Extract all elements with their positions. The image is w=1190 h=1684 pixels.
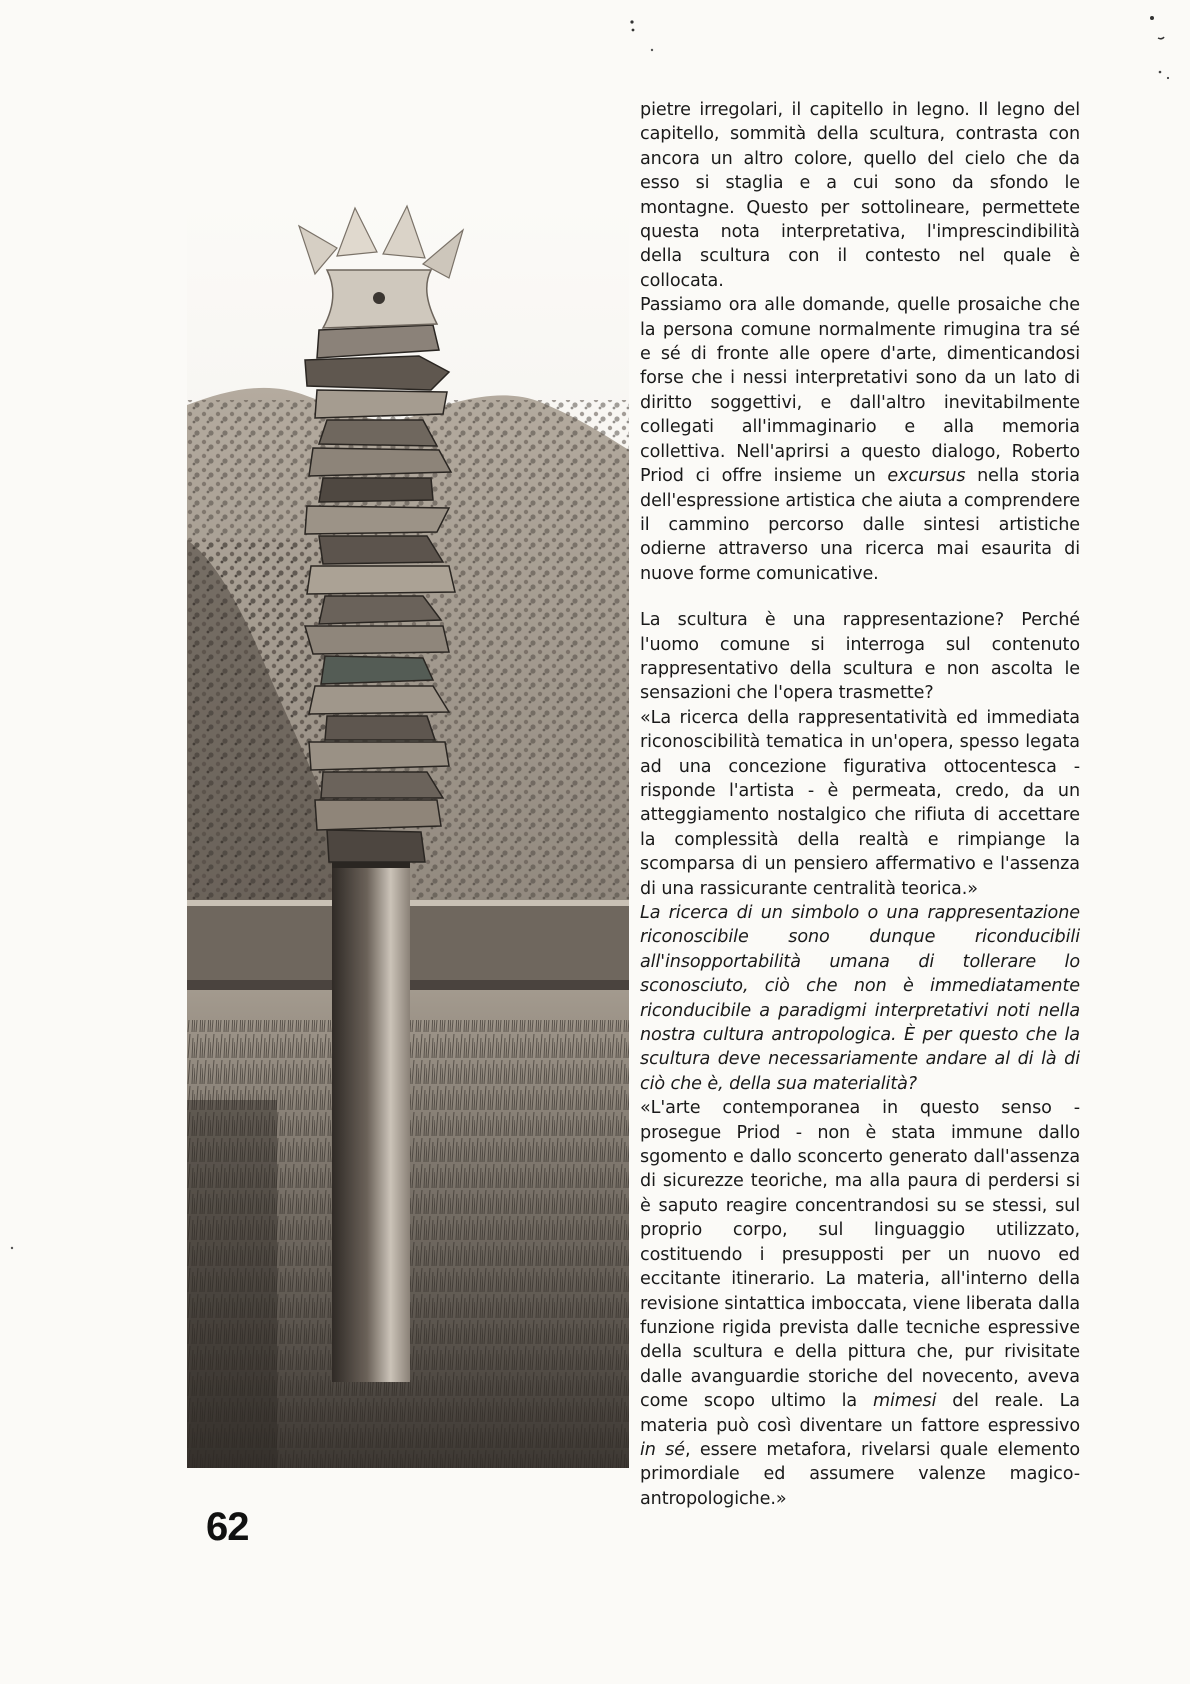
italic-text: in sé <box>640 1439 686 1460</box>
body-text: pietre irregolari, il capitello in legno. Il legno del capitello, sommità della scultura, contrasta con ancora un altro colore, quello del cielo che da esso si staglia e a cui sono da sfondo le montagne. Questo per sottolineare, permettete questa nota interpretativa, l'imprescindibilità della scultura con il contesto nel quale è collocata. <box>640 100 1080 291</box>
italic-text: mimesi <box>872 1391 937 1412</box>
article-paragraph <box>640 901 1080 1096</box>
article-text <box>640 98 1080 1511</box>
page-number: 62 <box>206 1505 249 1549</box>
body-text: La scultura è una rappresentazione? Perché l'uomo comune si interroga sul contenuto rappresentativo della scultura e non ascolta le sensazioni che l'opera trasmette? <box>640 610 1080 704</box>
body-text: del reale. La materia può così diventare un fattore espressivo <box>640 1391 1080 1436</box>
body-text: «L'arte contemporanea in questo senso - prosegue Priod - non è stata immune dallo sgomento e dallo sconcerto generato dall'assenza di sicurezze teoriche, ma alla paura di perdersi si è saputo reagire concentrandosi su se stessi, sul proprio corpo, sul linguaggio utilizzato, costituendo i presupposti per un nuovo ed eccitante itinerario. La materia, all'interno della revisione sintattica imboccata, viene liberata dalla funzione rigida prevista dalle tecniche espressive della scultura e della pittura che, pur rivisitate dalle avanguardie storiche del novecento, aveva come scopo ultimo la <box>640 1098 1080 1412</box>
body-text: , essere metafora, rivelarsi quale elemento primordiale ed assumere valenze magico-antropologiche.» <box>640 1439 1080 1509</box>
italic-text: excursus <box>887 466 966 487</box>
article-paragraph <box>640 293 1080 586</box>
article-paragraph <box>640 1096 1080 1511</box>
article-paragraph <box>640 608 1080 706</box>
italic-text: La ricerca di un simbolo o una rappresentazione riconoscibile sono dunque riconducibili all'insopportabilità umana di tollerare lo sconosciuto, ciò che non è immediatamente riconducibile a paradigmi interpretativi noti nella nostra cultura antropologica. È per questo che la scultura deve necessariamente andare al di là di ciò che è, della sua materialità? <box>640 903 1080 1094</box>
sculpture-photo <box>187 200 629 1468</box>
body-text: Passiamo ora alle domande, quelle prosaiche che la persona comune normalmente rimugina tra sé e sé di fronte alle opere d'arte, dimenticandosi forse che i nessi interpretativi sono da un lato di diritto soggettivi, e dall'altro inevitabilmente collegati all'immaginario e alla memoria collettiva. Nell'aprirsi a questo dialogo, Roberto Priod ci offre insieme un <box>640 295 1080 487</box>
article-paragraph <box>640 98 1080 293</box>
body-text: «La ricerca della rappresentatività ed immediata riconoscibilità tematica in un'opera, spesso legata ad una concezione figurativa ottocentesca - risponde l'artista - è permeata, credo, da un atteggiamento nostalgico che rifiuta di accettare la complessità della realtà e rimpiange la scomparsa di un pensiero affermativo e l'assenza di una rassicurante centralità teorica.» <box>640 707 1080 899</box>
body-text: nella storia dell'espressione artistica che aiuta a comprendere il cammino percorso dalle sintesi artistiche odierne attraverso una ricerca mai esaurita di nuove forme comunicative. <box>640 466 1080 584</box>
article-paragraph <box>640 706 1080 901</box>
